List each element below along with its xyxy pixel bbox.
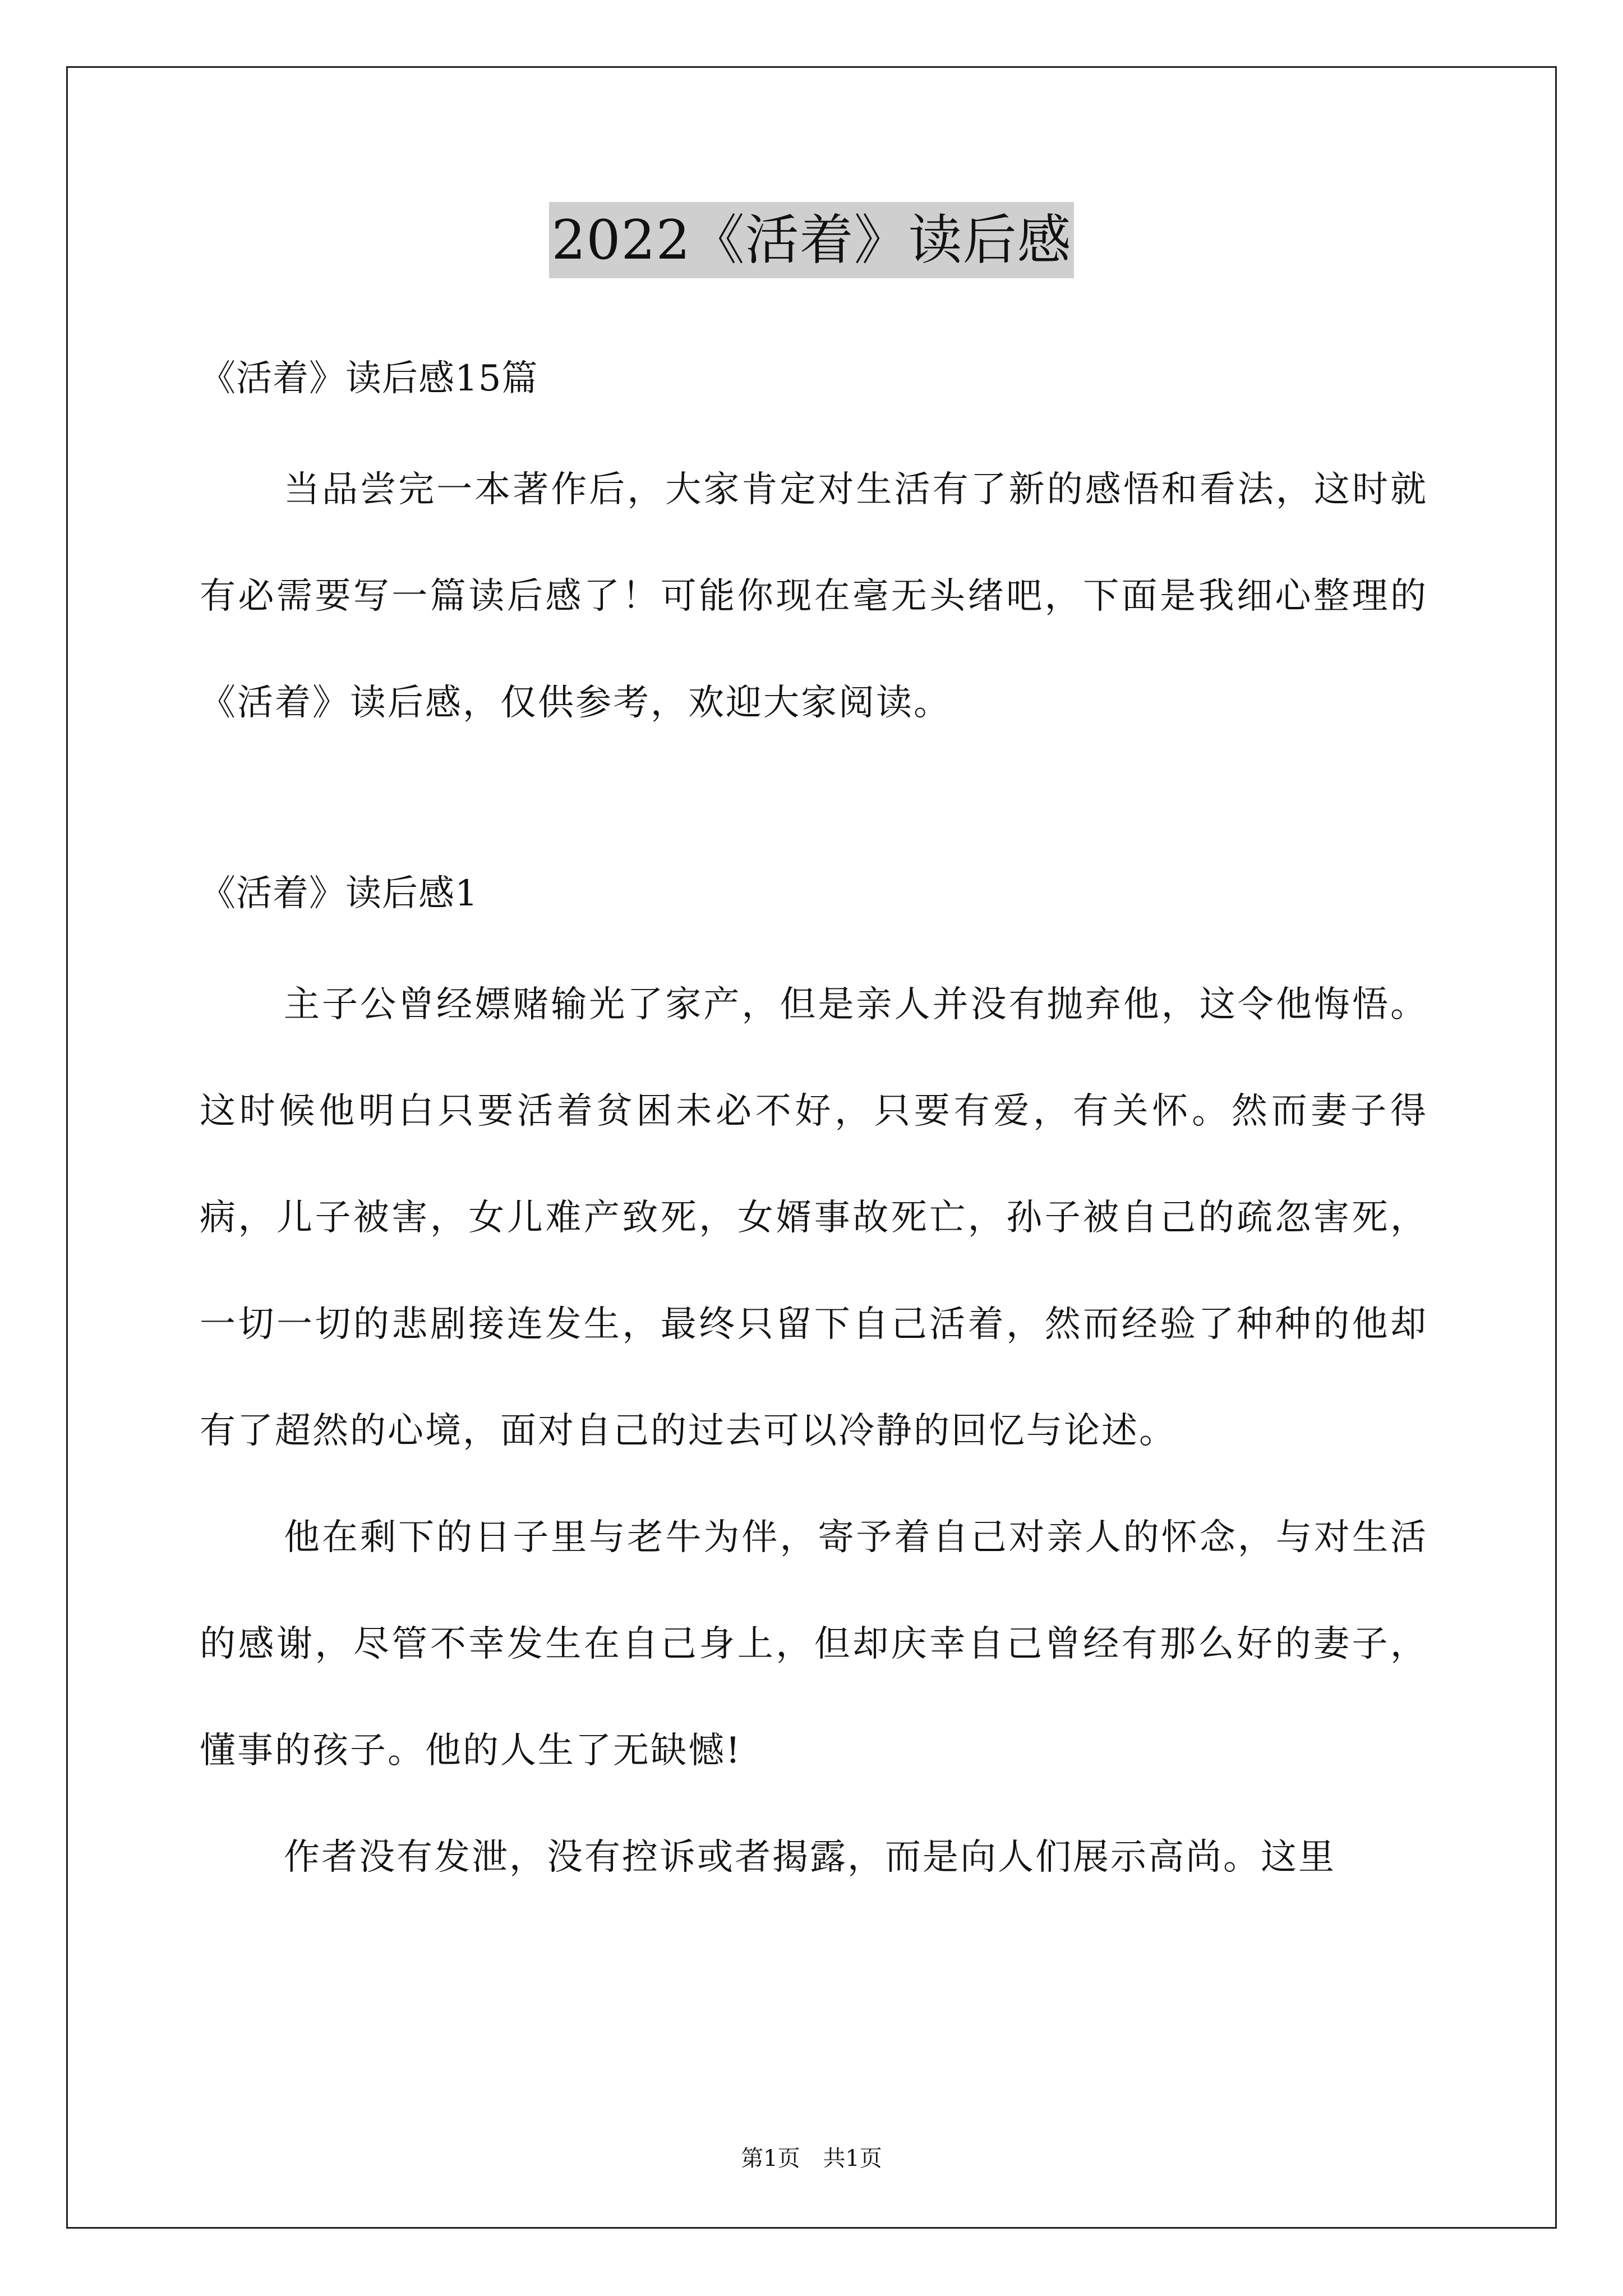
document-subtitle: 《活着》读后感15篇 [200, 358, 538, 399]
page-number: 第1页 [741, 2146, 800, 2171]
page-footer [0, 2142, 1623, 2175]
body-paragraph: 他在剩下的日子里与老牛为伴，寄予着自己对亲人的怀念，与对生活的感谢，尽管不幸发生在自己身上，但却庆幸自己曾经有那么好的妻子，懂事的孩子。他的人生了无缺憾! [200, 1517, 1428, 1772]
body-paragraph: 主子公曾经嫖赌输光了家产，但是亲人并没有抛弃他，这令他悔悟。这时候他明白只要活着贫困未必不好，只要有爱，有关怀。然而妻子得病，儿子被害，女儿难产致死，女婿事故死亡，孙子被自己的疏忽害死，一切一切的悲剧接连发生，最终只留下自己活着，然而经验了种种的他却有了超然的心境，面对自己的过去可以冷静的回忆与论述。 [200, 984, 1428, 1452]
section-heading: 《活着》读后感1 [200, 873, 478, 914]
document-title: 2022《活着》读后感 [549, 202, 1073, 278]
page-total: 共1页 [823, 2146, 882, 2171]
intro-paragraph: 当品尝完一本著作后，大家肯定对生活有了新的感悟和看法，这时就有必需要写一篇读后感了！可能你现在毫无头绪吧，下面是我细心整理的《活着》读后感，仅供参考，欢迎大家阅读。 [200, 469, 1428, 724]
title-container [0, 202, 1623, 278]
document-body [200, 337, 1428, 1911]
body-paragraph: 作者没有发泄，没有控诉或者揭露，而是向人们展示高尚。这里 [284, 1837, 1336, 1878]
